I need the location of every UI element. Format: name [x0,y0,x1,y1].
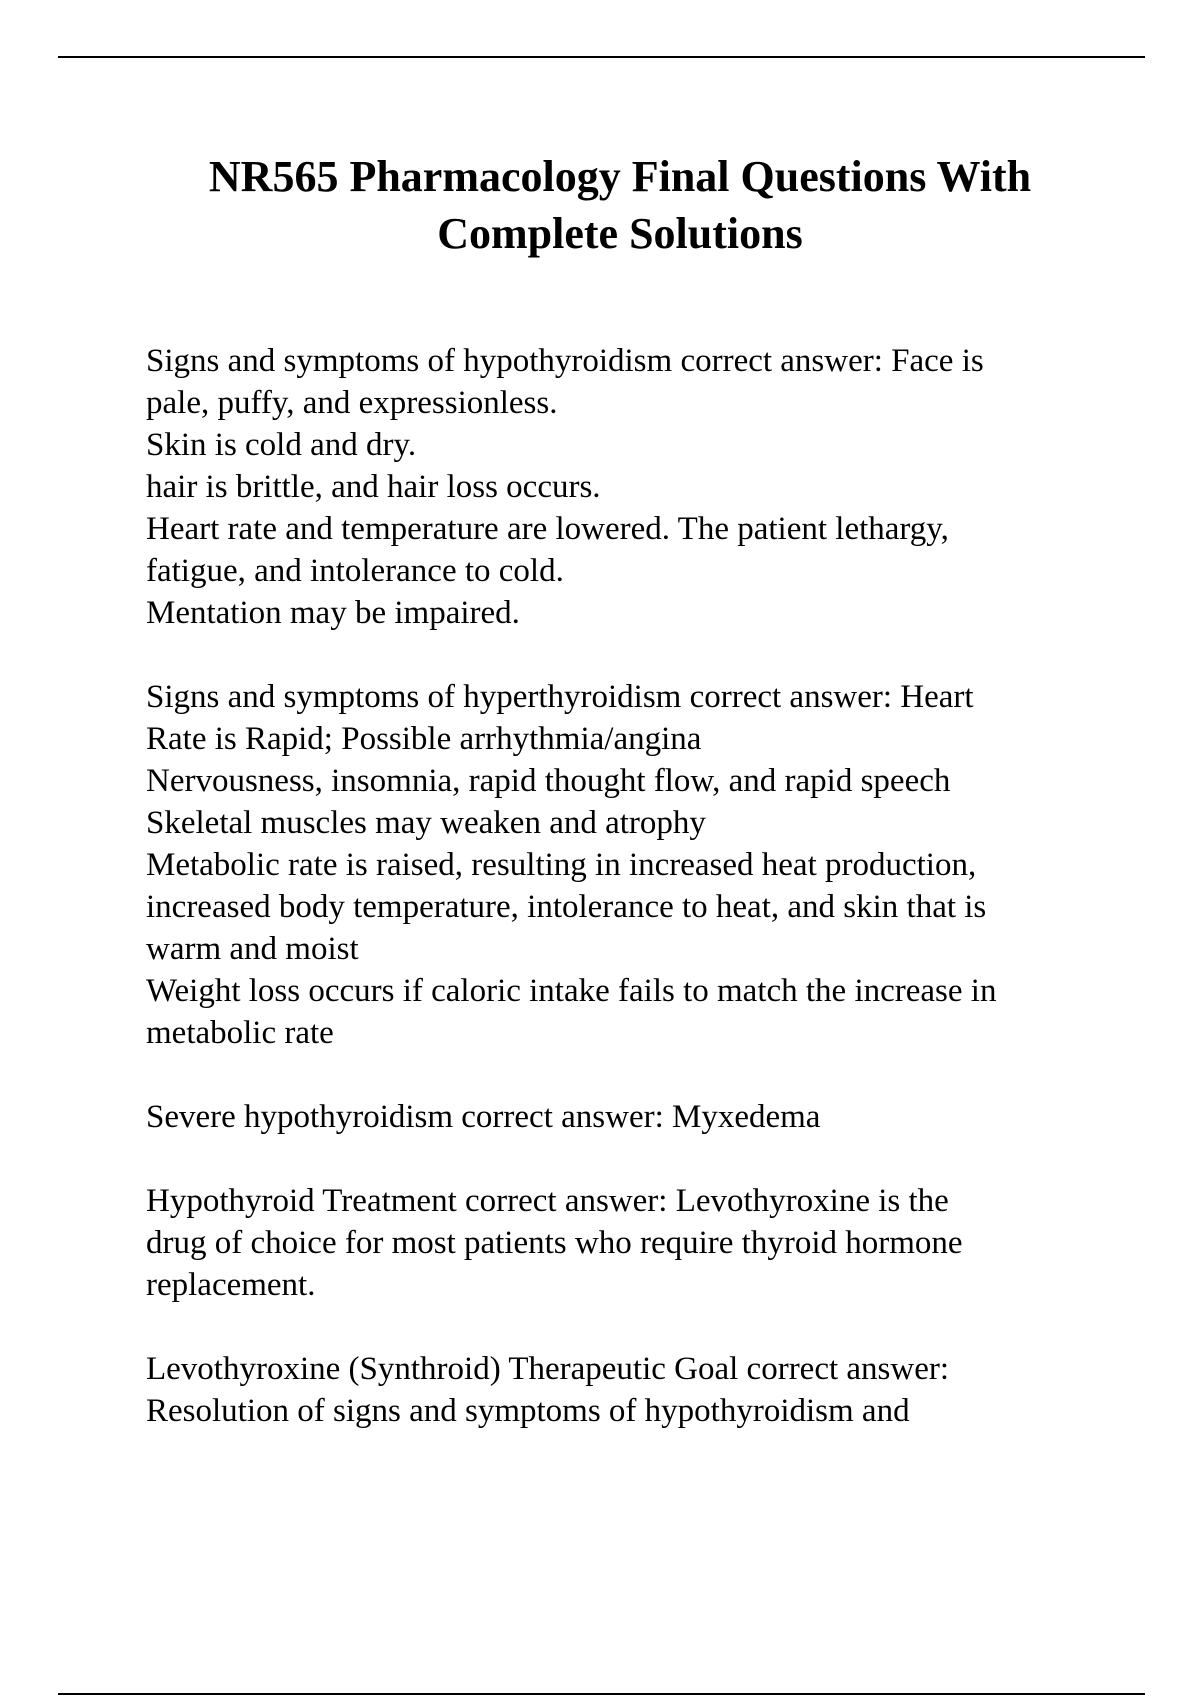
document-body [146,340,1146,1474]
text-line: Signs and symptoms of hyperthyroidism correct answer: Heart [146,679,974,715]
text-line: Rate is Rapid; Possible arrhythmia/angina [146,721,702,757]
text-line: Resolution of signs and symptoms of hypothyroidism and [146,1393,910,1429]
qa-entry-levothyroxine-goal [146,1348,1146,1432]
document-title [80,148,1160,262]
text-line: Hypothyroid Treatment correct answer: Levothyroxine is the [146,1183,949,1219]
bottom-divider [58,1693,1145,1695]
text-line: Skeletal muscles may weaken and atrophy [146,805,706,841]
text-line: Mentation may be impaired. [146,595,520,631]
qa-entry-hypothyroidism-signs [146,340,1146,634]
text-line: metabolic rate [146,1015,334,1051]
qa-entry-severe-hypothyroidism [146,1096,1146,1138]
text-line: replacement. [146,1267,316,1303]
text-line: Levothyroxine (Synthroid) Therapeutic Goal correct answer: [146,1351,950,1387]
text-line: Signs and symptoms of hypothyroidism correct answer: Face is [146,343,984,379]
text-line: pale, puffy, and expressionless. [146,385,558,421]
text-line: Skin is cold and dry. [146,427,417,463]
text-line: Nervousness, insomnia, rapid thought flow, and rapid speech [146,763,951,799]
text-line: fatigue, and intolerance to cold. [146,553,564,589]
title-line-1: NR565 Pharmacology Final Questions With [208,152,1032,201]
text-line: Metabolic rate is raised, resulting in increased heat production, [146,847,977,883]
qa-entry-hypothyroid-treatment [146,1180,1146,1306]
text-line: Weight loss occurs if caloric intake fails to match the increase in [146,973,997,1009]
top-divider [58,56,1145,58]
text-line: warm and moist [146,931,359,967]
text-line: hair is brittle, and hair loss occurs. [146,469,601,505]
text-line: Heart rate and temperature are lowered. The patient lethargy, [146,511,949,547]
text-line: Severe hypothyroidism correct answer: Myxedema [146,1099,821,1135]
text-line: drug of choice for most patients who require thyroid hormone [146,1225,963,1261]
qa-entry-hyperthyroidism-signs [146,676,1146,1054]
title-line-2: Complete Solutions [437,209,803,258]
text-line: increased body temperature, intolerance to heat, and skin that is [146,889,987,925]
